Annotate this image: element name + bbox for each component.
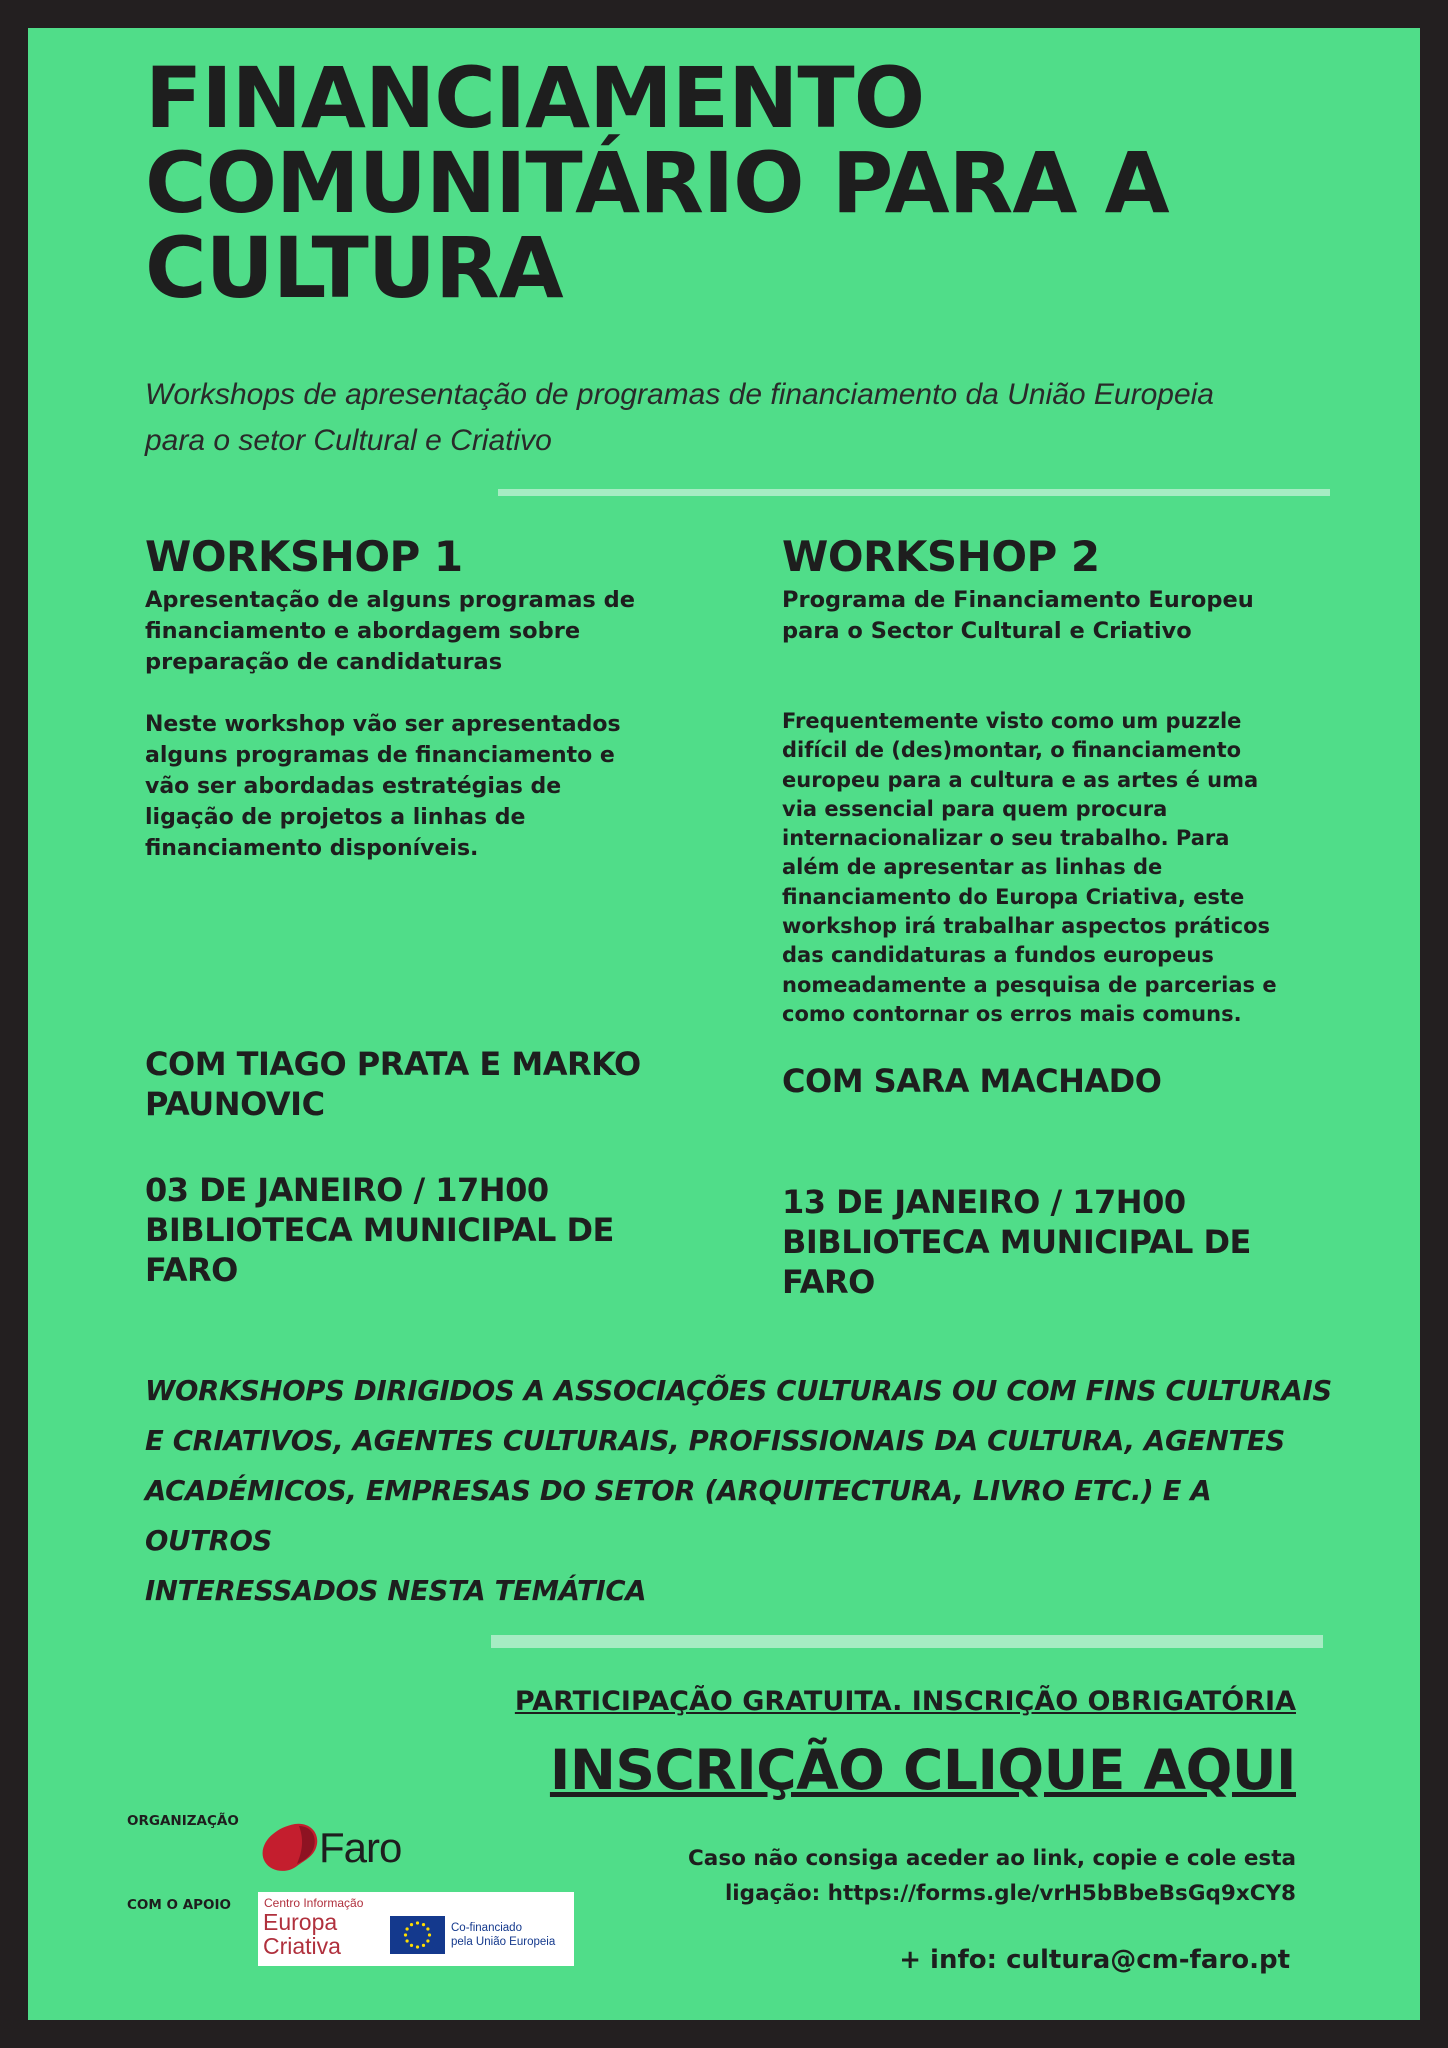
workshop2-description-line: difícil de (des)montar, o financiamento (782, 738, 1242, 763)
workshop1-venue-line: BIBLIOTECA MUNICIPAL DE (145, 1211, 614, 1249)
workshop1-description-line: Neste workshop vão ser apresentados (145, 712, 621, 737)
workshop2-venue-line: FARO (782, 1263, 875, 1301)
faro-logo-mark-icon (261, 1820, 323, 1876)
fallback-line: Caso não consiga aceder ao link, copie e cole esta (688, 1846, 1296, 1871)
workshop2-presenters: COM SARA MACHADO (782, 1062, 1162, 1100)
workshop1-heading-line: preparação de candidaturas (145, 649, 503, 675)
faro-logo (261, 1820, 421, 1882)
top-divider (498, 489, 1330, 496)
participation-notice: PARTICIPAÇÃO GRATUITA. INSCRIÇÃO OBRIGATÓRIA (514, 1686, 1296, 1717)
workshop1-date-venue (145, 1170, 705, 1290)
title-line: FINANCIAMENTO (145, 49, 925, 147)
subtitle (145, 372, 1325, 464)
fallback-url[interactable]: ligação: https://forms.gle/vrH5bBbeBsGq9xCY8 (724, 1881, 1296, 1906)
ec-logo-name (263, 1910, 341, 1958)
support-label: COM O APOIO (127, 1897, 232, 1913)
workshop1-presenters-line: PAUNOVIC (145, 1085, 325, 1123)
workshop2-description-line: via essencial para quem procura (782, 796, 1168, 821)
title-line: COMUNITÁRIO PARA A (145, 134, 1169, 232)
workshop1-heading-line: financiamento e abordagem sobre (145, 618, 581, 644)
audience-line: E CRIATIVOS, AGENTES CULTURAIS, PROFISSIONAIS DA CULTURA, AGENTES (145, 1425, 1285, 1457)
workshop2-description-line: financiamento do Europa Criativa, este (782, 884, 1245, 909)
workshop2-description-line: Frequentemente visto como um puzzle (782, 709, 1242, 733)
audience-statement (145, 1366, 1345, 1616)
fallback-instructions (656, 1841, 1296, 1911)
ec-logo-name-line: Criativa (263, 1933, 341, 1959)
cofinanced-text (451, 1921, 555, 1949)
bottom-divider (491, 1635, 1323, 1648)
cofinanced-line: Co-financiado (451, 1922, 522, 1934)
organization-label: ORGANIZAÇÃO (127, 1813, 239, 1829)
title-line: CULTURA (145, 219, 563, 317)
workshop1-heading (145, 585, 705, 678)
workshop2-title: WORKSHOP 2 (782, 532, 1100, 581)
workshop2-description-line: nomeadamente a pesquisa de parcerias e (782, 972, 1277, 997)
workshop2-description-line: além de apresentar as linhas de (782, 855, 1163, 880)
workshop2-description-line: das candidaturas a fundos europeus (782, 943, 1214, 968)
workshop1-heading-line: Apresentação de alguns programas de (145, 587, 636, 613)
workshop2-description (782, 707, 1342, 1029)
workshop1-description-line: vão ser abordadas estratégias de (145, 774, 562, 799)
workshop2-heading (782, 585, 1322, 647)
workshop1-date: 03 DE JANEIRO / 17H00 (145, 1171, 549, 1209)
info-email[interactable]: + info: cultura@cm-faro.pt (899, 1945, 1290, 1975)
workshop1-description-line: financiamento disponíveis. (145, 836, 479, 861)
workshop2-description-line: europeu para a cultura e as artes é uma (782, 767, 1259, 792)
workshop2-date-venue (782, 1182, 1342, 1302)
faro-logo-text: Faro (319, 1824, 402, 1871)
europa-criativa-logo (258, 1892, 574, 1966)
workshop1-title: WORKSHOP 1 (145, 532, 463, 581)
cofinanced-line: pela União Europeia (451, 1936, 556, 1948)
workshop1-description-line: alguns programas de financiamento e (145, 743, 615, 768)
audience-line: WORKSHOPS DIRIGIDOS A ASSOCIAÇÕES CULTURAIS OU COM FINS CULTURAIS (145, 1375, 1332, 1407)
workshop2-description-line: workshop irá trabalhar aspectos práticos (782, 914, 1271, 939)
registration-link[interactable]: INSCRIÇÃO CLIQUE AQUI (549, 1738, 1296, 1802)
workshop1-presenters-line: COM TIAGO PRATA E MARKO (145, 1045, 641, 1083)
workshop2-venue-line: BIBLIOTECA MUNICIPAL DE (782, 1223, 1251, 1261)
workshop1-description-line: ligação de projetos a linhas de (145, 805, 526, 830)
workshop2-heading-line: para o Sector Cultural e Criativo (782, 618, 1192, 644)
workshop2-description-line: internacionalizar o seu trabalho. Para (782, 826, 1230, 851)
workshop2-date: 13 DE JANEIRO / 17H00 (782, 1183, 1186, 1221)
workshop1-venue-line: FARO (145, 1251, 238, 1289)
page-title (145, 49, 1295, 317)
ec-logo-small-text: Centro Informação (264, 1896, 364, 1910)
ec-logo-name-line: Europa (263, 1909, 338, 1935)
audience-line: ACADÉMICOS, EMPRESAS DO SETOR (ARQUITECTURA, LIVRO ETC.) E A OUTROS (145, 1475, 1212, 1557)
workshop2-heading-line: Programa de Financiamento Europeu (782, 587, 1254, 613)
subtitle-line: Workshops de apresentação de programas de financiamento da União Europeia (145, 378, 1214, 411)
workshop2-description-line: como contornar os erros mais comuns. (782, 1001, 1242, 1026)
eu-flag-icon (390, 1916, 445, 1954)
workshop1-presenters (145, 1044, 705, 1124)
audience-line: INTERESSADOS NESTA TEMÁTICA (145, 1575, 647, 1607)
subtitle-line: para o setor Cultural e Criativo (145, 424, 552, 457)
poster (28, 28, 1420, 2020)
workshop1-description (145, 709, 705, 864)
